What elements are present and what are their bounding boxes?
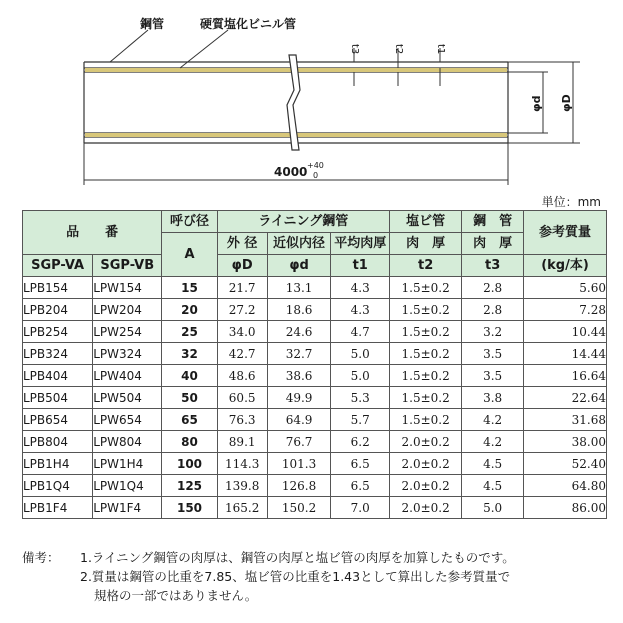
cell-t1: 6.5 xyxy=(331,453,390,475)
cell-a: 150 xyxy=(162,497,217,519)
cell-t2: 2.0±0.2 xyxy=(389,431,461,453)
cell-a: 15 xyxy=(162,277,217,299)
cell-od: 21.7 xyxy=(217,277,267,299)
cell-id: 24.6 xyxy=(267,321,331,343)
pipe-cross-section-diagram xyxy=(0,0,623,200)
cell-mass: 16.64 xyxy=(523,365,606,387)
header-id: 近似内径 xyxy=(267,233,331,255)
cell-t2: 1.5±0.2 xyxy=(389,387,461,409)
cell-vb: LPW804 xyxy=(93,431,162,453)
cell-id: 18.6 xyxy=(267,299,331,321)
label-pvc-pipe: 硬質塩化ビニル管 xyxy=(200,17,297,31)
cell-t1: 4.7 xyxy=(331,321,390,343)
cell-od: 42.7 xyxy=(217,343,267,365)
cell-t2: 1.5±0.2 xyxy=(389,277,461,299)
cell-od: 60.5 xyxy=(217,387,267,409)
cell-va: LPB1Q4 xyxy=(23,475,93,497)
cell-mass: 31.68 xyxy=(523,409,606,431)
length-tol-minus: 0 xyxy=(313,171,319,180)
cell-t2: 1.5±0.2 xyxy=(389,299,461,321)
cell-od: 27.2 xyxy=(217,299,267,321)
cell-od: 48.6 xyxy=(217,365,267,387)
header-steel-thickness: 肉 厚 xyxy=(462,233,524,255)
length-value: 4000 xyxy=(274,165,308,179)
cell-mass: 14.44 xyxy=(523,343,606,365)
cell-od: 76.3 xyxy=(217,409,267,431)
header-part-number: 品 番 xyxy=(23,211,162,255)
cell-t3: 5.0 xyxy=(462,497,524,519)
cell-mass: 7.28 xyxy=(523,299,606,321)
cell-vb: LPW504 xyxy=(93,387,162,409)
header-t1-symbol: t1 xyxy=(331,255,390,277)
unit-label: 単位：mm xyxy=(541,195,601,209)
table-row xyxy=(23,431,607,453)
cell-vb: LPW1Q4 xyxy=(93,475,162,497)
cell-id: 150.2 xyxy=(267,497,331,519)
header-pvc: 塩ビ管 xyxy=(389,211,461,233)
cell-t3: 4.5 xyxy=(462,475,524,497)
cell-t1: 6.2 xyxy=(331,431,390,453)
table-row xyxy=(23,299,607,321)
header-t2-symbol: t2 xyxy=(389,255,461,277)
cell-t3: 3.2 xyxy=(462,321,524,343)
header-avg-thickness: 平均肉厚 xyxy=(331,233,390,255)
length-tol-plus: +40 xyxy=(307,161,324,170)
cell-t1: 5.0 xyxy=(331,343,390,365)
table-row xyxy=(23,277,607,299)
cell-vb: LPW324 xyxy=(93,343,162,365)
header-sgp-vb: SGP-VB xyxy=(93,255,162,277)
cell-mass: 22.64 xyxy=(523,387,606,409)
note-2a: 2.質量は鋼管の比重を7.85、塩ビ管の比重を1.43として算出した参考質量で xyxy=(80,569,511,584)
cell-vb: LPW404 xyxy=(93,365,162,387)
cell-t1: 7.0 xyxy=(331,497,390,519)
header-mass-unit: (kg/本) xyxy=(523,255,606,277)
cell-mass: 5.60 xyxy=(523,277,606,299)
cell-t2: 2.0±0.2 xyxy=(389,475,461,497)
cell-id: 32.7 xyxy=(267,343,331,365)
cell-t3: 4.5 xyxy=(462,453,524,475)
cell-a: 40 xyxy=(162,365,217,387)
label-t3: t3 xyxy=(349,44,360,55)
cell-mass: 10.44 xyxy=(523,321,606,343)
cell-a: 100 xyxy=(162,453,217,475)
table-row xyxy=(23,475,607,497)
cell-t3: 2.8 xyxy=(462,277,524,299)
cell-va: LPB324 xyxy=(23,343,93,365)
notes-label: 備考： xyxy=(22,550,60,565)
cell-vb: LPW1F4 xyxy=(93,497,162,519)
header-steel: 鋼 管 xyxy=(462,211,524,233)
cell-a: 20 xyxy=(162,299,217,321)
header-pvc-thickness: 肉 厚 xyxy=(389,233,461,255)
cell-mass: 52.40 xyxy=(523,453,606,475)
cell-mass: 86.00 xyxy=(523,497,606,519)
cell-t1: 4.3 xyxy=(331,299,390,321)
cell-t1: 5.7 xyxy=(331,409,390,431)
header-id-symbol: φd xyxy=(267,255,331,277)
cell-a: 65 xyxy=(162,409,217,431)
cell-id: 38.6 xyxy=(267,365,331,387)
label-t2: t2 xyxy=(393,44,404,55)
cell-va: LPB654 xyxy=(23,409,93,431)
label-outer-diameter: φD xyxy=(560,94,573,112)
cell-vb: LPW654 xyxy=(93,409,162,431)
cell-t3: 2.8 xyxy=(462,299,524,321)
table-row xyxy=(23,365,607,387)
cell-id: 64.9 xyxy=(267,409,331,431)
cell-id: 101.3 xyxy=(267,453,331,475)
notes xyxy=(22,548,612,605)
table-row xyxy=(23,387,607,409)
spec-table xyxy=(22,210,607,519)
cell-od: 114.3 xyxy=(217,453,267,475)
label-steel-pipe: 鋼管 xyxy=(140,17,165,31)
cell-a: 32 xyxy=(162,343,217,365)
cell-mass: 64.80 xyxy=(523,475,606,497)
cell-od: 89.1 xyxy=(217,431,267,453)
cell-od: 165.2 xyxy=(217,497,267,519)
cell-t1: 6.5 xyxy=(331,475,390,497)
cell-id: 13.1 xyxy=(267,277,331,299)
header-nominal: 呼び径 xyxy=(162,211,217,233)
cell-va: LPB154 xyxy=(23,277,93,299)
label-t1: t1 xyxy=(435,44,446,55)
cell-vb: LPW204 xyxy=(93,299,162,321)
header-od: 外 径 xyxy=(217,233,267,255)
table-row xyxy=(23,497,607,519)
cell-t2: 1.5±0.2 xyxy=(389,365,461,387)
header-od-symbol: φD xyxy=(217,255,267,277)
cell-t3: 4.2 xyxy=(462,431,524,453)
cell-t2: 2.0±0.2 xyxy=(389,497,461,519)
cell-od: 139.8 xyxy=(217,475,267,497)
cell-id: 126.8 xyxy=(267,475,331,497)
label-inner-diameter: φd xyxy=(530,95,543,112)
cell-mass: 38.00 xyxy=(523,431,606,453)
cell-t2: 1.5±0.2 xyxy=(389,409,461,431)
cell-va: LPB504 xyxy=(23,387,93,409)
cell-t3: 3.5 xyxy=(462,343,524,365)
cell-va: LPB1F4 xyxy=(23,497,93,519)
cell-t1: 5.3 xyxy=(331,387,390,409)
note-2b: 規格の一部ではありません。 xyxy=(94,588,258,603)
header-mass xyxy=(523,211,606,255)
cell-va: LPB804 xyxy=(23,431,93,453)
header-nominal-unit: A xyxy=(162,233,217,277)
cell-a: 50 xyxy=(162,387,217,409)
header-mass-label: 参考質量 xyxy=(538,224,591,240)
cell-t2: 1.5±0.2 xyxy=(389,343,461,365)
cell-od: 34.0 xyxy=(217,321,267,343)
cell-t3: 3.8 xyxy=(462,387,524,409)
header-t3-symbol: t3 xyxy=(462,255,524,277)
cell-a: 80 xyxy=(162,431,217,453)
header-sgp-va: SGP-VA xyxy=(23,255,93,277)
table-row xyxy=(23,453,607,475)
cell-id: 76.7 xyxy=(267,431,331,453)
note-1: 1.ライニング鋼管の肉厚は、鋼管の肉厚と塩ビ管の肉厚を加算したものです。 xyxy=(80,550,515,565)
cell-va: LPB204 xyxy=(23,299,93,321)
cell-t2: 2.0±0.2 xyxy=(389,453,461,475)
header-lining-pipe: ライニング鋼管 xyxy=(217,211,389,233)
cell-a: 125 xyxy=(162,475,217,497)
cell-vb: LPW1H4 xyxy=(93,453,162,475)
cell-t1: 4.3 xyxy=(331,277,390,299)
cell-va: LPB404 xyxy=(23,365,93,387)
cell-t3: 3.5 xyxy=(462,365,524,387)
cell-vb: LPW154 xyxy=(93,277,162,299)
cell-id: 49.9 xyxy=(267,387,331,409)
table-row xyxy=(23,321,607,343)
cell-t1: 5.0 xyxy=(331,365,390,387)
cell-t3: 4.2 xyxy=(462,409,524,431)
cell-t2: 1.5±0.2 xyxy=(389,321,461,343)
table-row xyxy=(23,343,607,365)
table-row xyxy=(23,409,607,431)
cell-vb: LPW254 xyxy=(93,321,162,343)
cell-a: 25 xyxy=(162,321,217,343)
cell-va: LPB254 xyxy=(23,321,93,343)
cell-va: LPB1H4 xyxy=(23,453,93,475)
